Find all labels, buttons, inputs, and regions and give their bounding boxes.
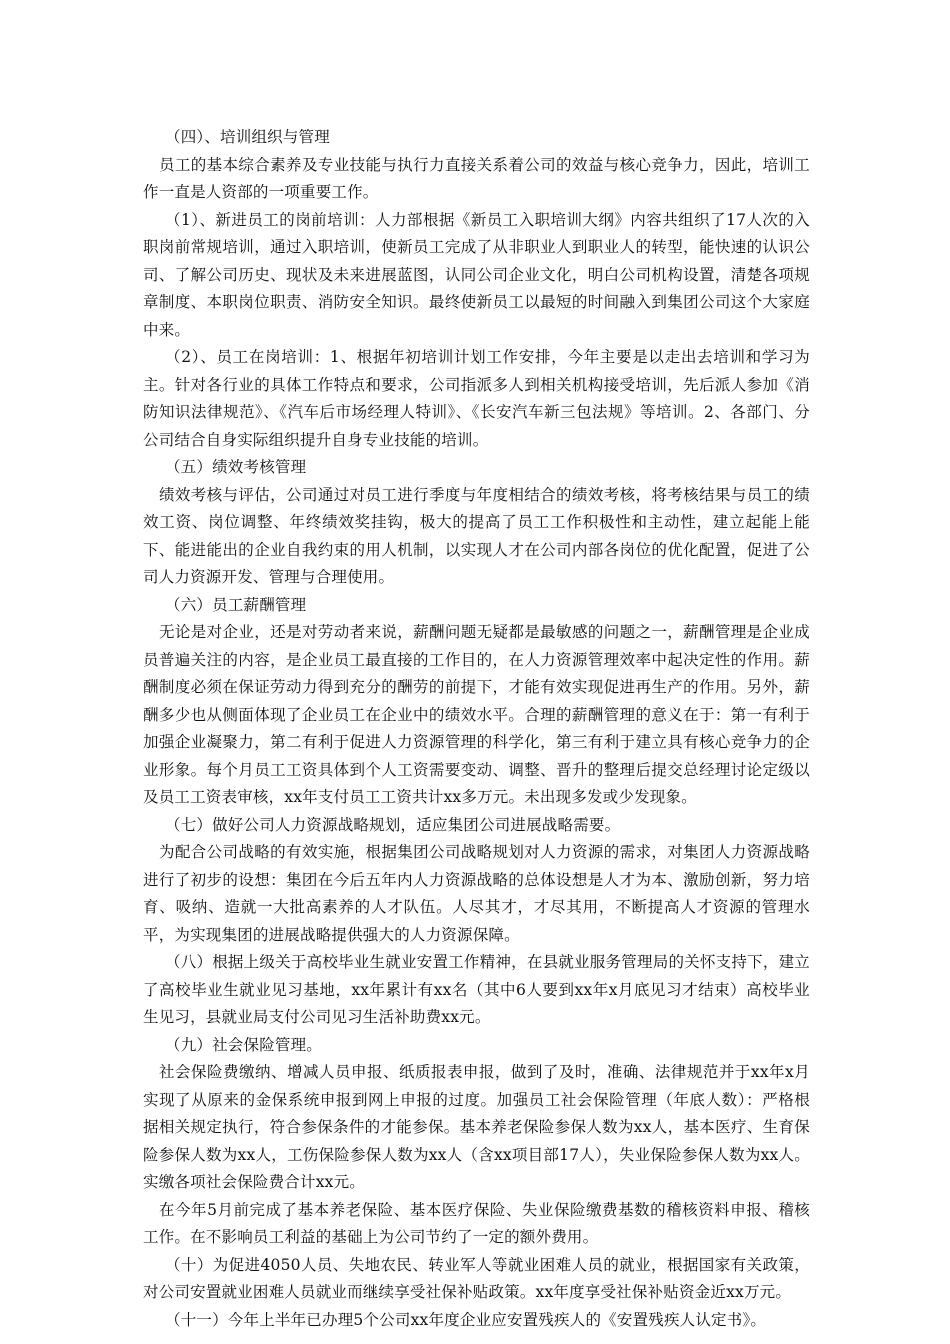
paragraph-employment-subsidy: （十）为促进4050人员、失地农民、转业军人等就业困难人员的就业，根据国家有关政策，对公司安置就业困难人员就业而继续享受社保补贴政策。xx年度享受社保补贴资金近xx万元。 — [143, 1255, 810, 1301]
section-heading-training: （四）、培训组织与管理 — [165, 128, 330, 146]
paragraph-graduate-internship: （八）根据上级关于高校毕业生就业安置工作精神，在县就业服务管理局的关怀支持下，建立了高校毕业生就业见习基地，xx年累计有xx名（其中6人要到xx年x月底见习才结束）高校毕业生见习，县就业局支付公司见习生活补助费xx元。 — [143, 953, 810, 1026]
paragraph-strategy: 为配合公司战略的有效实施，根据集团公司战略规划对人力资源的需求，对集团人力资源战略进行了初步的设想：集团在今后五年内人力资源战略的总体设想是人才为本、激励创新，努力培育、吸纳、造就一大批高素养的人才队伍。人尽其才，才尽其用，不断提高人才资源的管理水平，为实现集团的进展战略提供强大的人力资源保障。 — [143, 843, 810, 944]
paragraph-new-employee-training: （1）、新进员工的岗前培训：人力部根据《新员工入职培训大纲》内容共组织了17人次的入职岗前常规培训，通过入职培训，使新员工完成了从非职业人到职业人的转型，能快速的认识公司、了解公司历史、现状及未来进展蓝图，认同公司企业文化，明白公司机构设置，清楚各项规章制度、本职岗位职责、消防安全知识。最终使新员工以最短的时间融入到集团公司这个大家庭中来。 — [143, 210, 810, 339]
paragraph-salary: 无论是对企业，还是对劳动者来说，薪酬问题无疑都是最敏感的问题之一，薪酬管理是企业成员普遍关注的内容，是企业员工最直接的工作目的，在人力资源管理效率中起决定性的作用。薪酬制度必须在保证劳动力得到充分的酬劳的前提下，才能有效实现促进再生产的作用。另外，薪酬多少也从侧面体现了企业员工在企业中的绩效水平。合理的薪酬管理的意义在于：第一有利于加强企业凝聚力，第二有利于促进人力资源管理的科学化，第三有利于建立具有核心竞争力的企业形象。每个月员工工资具体到个人工资需要变动、调整、晋升的整理后提交总经理讨论定级以及员工工资表审核，xx年支付员工工资共计xx多万元。未出现多发或少发现象。 — [143, 623, 810, 806]
paragraph-disability-certificate: （十一）今年上半年已办理5个公司xx年度企业应安置残疾人的《安置残疾人认定书》。 — [165, 1310, 767, 1329]
section-heading-social-insurance: （九）社会保险管理。 — [165, 1035, 323, 1054]
section-heading-strategy: （七）做好公司人力资源战略规划，适应集团公司进展战略需要。 — [165, 815, 621, 834]
document-body — [143, 124, 810, 1334]
paragraph-social-insurance: 社会保险费缴纳、增减人员申报、纸质报表申报，做到了及时，准确、法律规范并于xx年x月实现了从原来的金保系统申报到网上申报的过度。加强员工社会保险管理（年底人数）：严格根据相关规定执行，符合参保条件的才能参保。基本养老保险参保人数为xx人，基本医疗、生育保险参保人数为xx人，工伤保险参保人数为xx人（含xx项目部17人），失业保险参保人数为xx人。实缴各项社会保险费合计xx元。 — [143, 1063, 810, 1191]
section-heading-salary: （六）员工薪酬管理 — [165, 595, 307, 614]
paragraph-insurance-audit: 在今年5月前完成了基本养老保险、基本医疗保险、失业保险缴费基数的稽核资料申报、稽核工作。在不影响员工利益的基础上为公司节约了一定的额外费用。 — [143, 1200, 810, 1246]
paragraph-training-intro: 员工的基本综合素养及专业技能与执行力直接关系着公司的效益与核心竞争力，因此，培训工作一直是人资部的一项重要工作。 — [143, 155, 810, 201]
paragraph-performance: 绩效考核与评估，公司通过对员工进行季度与年度相结合的绩效考核，将考核结果与员工的绩效工资、岗位调整、年终绩效奖挂钩，极大的提高了员工工作积极性和主动性，建立起能上能下、能进能出的企业自我约束的用人机制，以实现人才在公司内部各岗位的优化配置，促进了公司人力资源开发、管理与合理使用。 — [143, 485, 810, 586]
paragraph-onjob-training: （2）、员工在岗培训：1、根据年初培训计划工作安排，今年主要是以走出去培训和学习为主。针对各行业的具体工作特点和要求，公司指派多人到相关机构接受培训，先后派人参加《消防知识法律规范》、《汽车后市场经理人特训》、《长安汽车新三包法规》等培训。2、各部门、分公司结合自身实际组织提升自身专业技能的培训。 — [143, 348, 810, 449]
section-heading-performance: （五）绩效考核管理 — [165, 458, 307, 476]
